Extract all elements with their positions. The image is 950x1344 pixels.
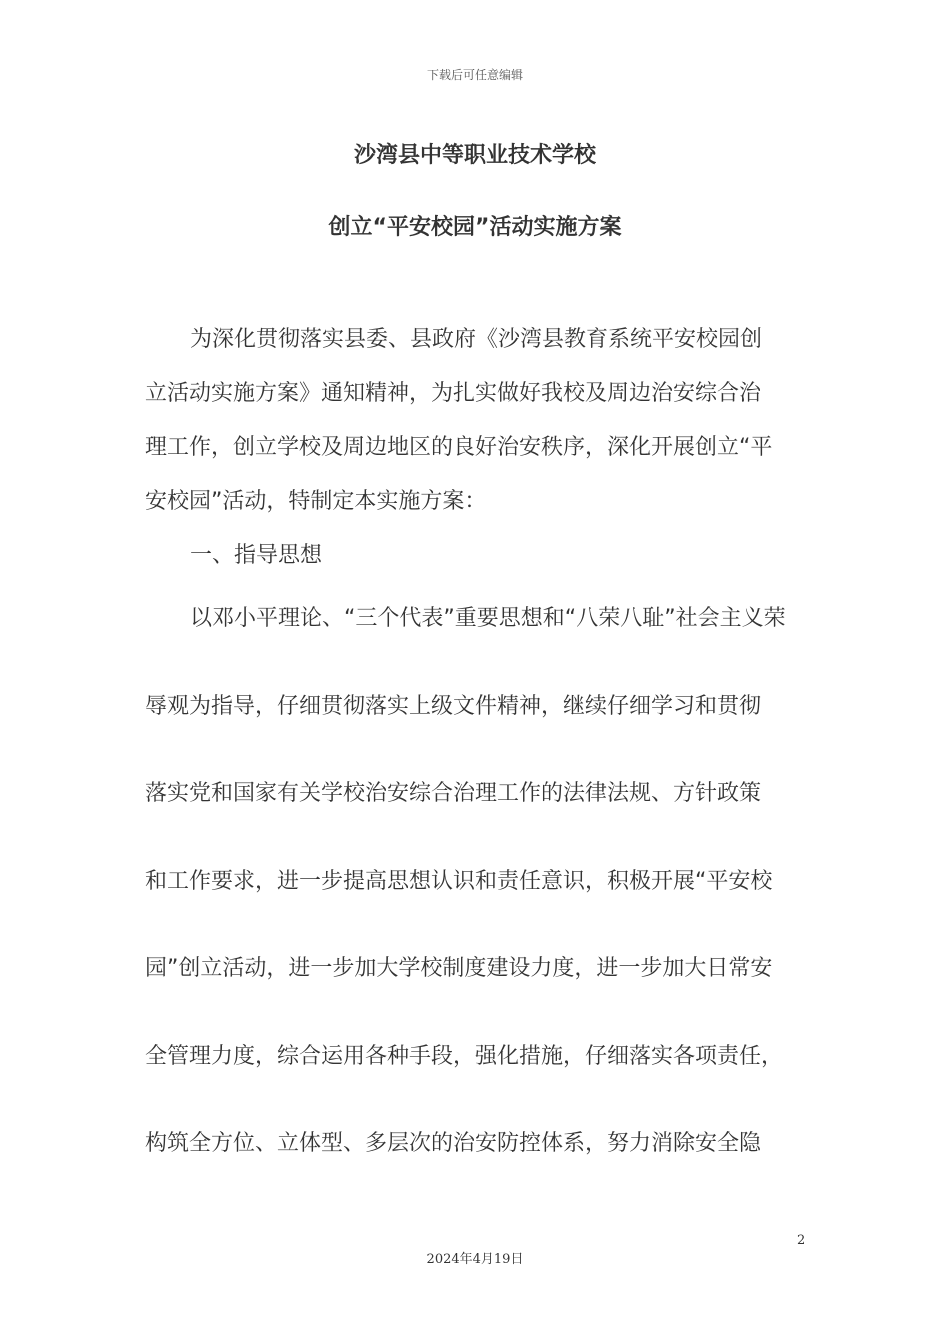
text-line: 以邓小平理论、“三个代表”重要思想和“八荣八耻”社会主义荣: [190, 606, 786, 631]
text-line: 构筑全方位、立体型、多层次的治安防控体系，努力消除安全隐: [145, 1131, 762, 1156]
text-line: 园”创立活动，进一步加大学校制度建设力度，进一步加大日常安: [145, 956, 773, 981]
text-line: 和工作要求，进一步提高思想认识和责任意识，积极开展“平安校: [145, 869, 773, 894]
text-line: 辱观为指导，仔细贯彻落实上级文件精神，继续仔细学习和贯彻: [145, 694, 762, 719]
document-title: 沙湾县中等职业技术学校: [353, 143, 596, 168]
page-number: 2: [797, 1233, 806, 1248]
text-line: 立活动实施方案》通知精神，为扎实做好我校及周边治安综合治: [145, 381, 762, 406]
text-line: 为深化贯彻落实县委、县政府《沙湾县教育系统平安校园创: [190, 327, 763, 352]
text-line: 全管理力度，综合运用各种手段，强化措施，仔细落实各项责任，: [145, 1044, 784, 1069]
text-line: 落实党和国家有关学校治安综合治理工作的法律法规、方针政策: [145, 781, 762, 806]
header-note: 下载后可任意编辑: [426, 68, 523, 82]
footer-date: 2024年4月19日: [426, 1252, 524, 1267]
text-line: 理工作，创立学校及周边地区的良好治安秩序，深化开展创立“平: [145, 435, 773, 460]
text-line: 安校园”活动，特制定本实施方案：: [145, 489, 487, 514]
section-heading: 一、指导思想: [190, 543, 323, 568]
document-subtitle: 创立“平安校园”活动实施方案: [328, 215, 622, 240]
